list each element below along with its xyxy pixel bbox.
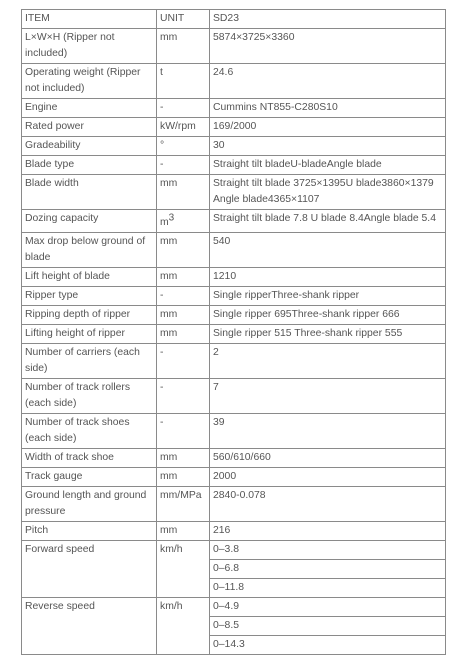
forward-speed-value: 0–6.8 [210,560,446,579]
reverse-speed-value: 0–8.5 [210,617,446,636]
row-unit: - [157,156,210,175]
table-row [22,118,446,137]
table-row [22,210,446,233]
table-row [22,287,446,306]
row-unit: - [157,99,210,118]
row-value: Straight tilt blade 7.8 U blade 8.4Angle blade 5.4 [210,210,446,233]
forward-speed-item: Forward speed [22,541,157,598]
table-row [22,379,446,414]
row-item: Rated power [22,118,157,137]
reverse-speed-value: 0–4.9 [210,598,446,617]
row-unit: - [157,344,210,379]
row-value: 2000 [210,468,446,487]
row-unit: mm [157,29,210,64]
table-row [22,156,446,175]
specifications-table [21,9,452,655]
table-row [22,449,446,468]
row-unit: - [157,414,210,449]
row-value: 24.6 [210,64,446,99]
row-value: 1210 [210,268,446,287]
table-row [22,306,446,325]
table-row [22,233,446,268]
table-row [22,414,446,449]
row-value: 540 [210,233,446,268]
row-value: 39 [210,414,446,449]
table-row [22,175,446,210]
row-item: Blade type [22,156,157,175]
row-value: 2 [210,344,446,379]
table-row [22,64,446,99]
table-row [22,487,446,522]
row-item: L×W×H (Ripper not included) [22,29,157,64]
row-item: Track gauge [22,468,157,487]
row-unit: - [157,287,210,306]
row-unit-dozing [157,210,210,233]
row-unit: - [157,379,210,414]
table-row [22,137,446,156]
row-unit: mm [157,522,210,541]
row-value: Straight tilt blade 3725×1395U blade3860×1379 Angle blade4365×1107 [210,175,446,210]
row-value: Straight tilt bladeU-bladeAngle blade [210,156,446,175]
header-model: SD23 [210,10,446,29]
row-unit: mm [157,449,210,468]
row-item: Lift height of blade [22,268,157,287]
row-item: Ripping depth of ripper [22,306,157,325]
row-item: Number of carriers (each side) [22,344,157,379]
row-item: Dozing capacity [22,210,157,233]
row-value: 7 [210,379,446,414]
row-item: Ripper type [22,287,157,306]
row-item: Number of track rollers (each side) [22,379,157,414]
reverse-speed-value: 0–14.3 [210,636,446,655]
row-item: Lifting height of ripper [22,325,157,344]
row-item: Number of track shoes (each side) [22,414,157,449]
header-unit: UNIT [157,10,210,29]
row-value: 169/2000 [210,118,446,137]
table-header-row [22,10,446,29]
row-value: 5874×3725×3360 [210,29,446,64]
row-unit: mm [157,268,210,287]
table-row [22,29,446,64]
row-unit: mm [157,325,210,344]
row-value: 2840-0.078 [210,487,446,522]
row-value: 216 [210,522,446,541]
row-value: Cummins NT855-C280S10 [210,99,446,118]
reverse-speed-unit: km/h [157,598,210,655]
reverse-speed-item: Reverse speed [22,598,157,655]
forward-speed-value: 0–11.8 [210,579,446,598]
row-unit: mm [157,306,210,325]
table-row [22,344,446,379]
table-row [22,468,446,487]
unit-text: $m^3$ [160,213,175,229]
row-unit: ° [157,137,210,156]
row-unit: mm [157,468,210,487]
row-unit: t [157,64,210,99]
header-item: ITEM [22,10,157,29]
unit-exponent: 3 [168,213,175,224]
row-item: Blade width [22,175,157,210]
row-unit: mm [157,175,210,210]
row-item: Ground length and ground pressure [22,487,157,522]
table-row [22,522,446,541]
row-item: Engine [22,99,157,118]
table-row-forward-speed [22,541,446,560]
row-value: Single ripper 695Three-shank ripper 666 [210,306,446,325]
row-item: Max drop below ground of blade [22,233,157,268]
table-row [22,268,446,287]
row-item: Gradeability [22,137,157,156]
forward-speed-value: 0–3.8 [210,541,446,560]
table-row-reverse-speed [22,598,446,617]
table-row [22,99,446,118]
row-value: 30 [210,137,446,156]
row-unit: mm [157,233,210,268]
row-value: Single ripper 515 Three-shank ripper 555 [210,325,446,344]
row-unit: mm/MPa [157,487,210,522]
row-item: Operating weight (Ripper not included) [22,64,157,99]
row-item: Width of track shoe [22,449,157,468]
row-value: 560/610/660 [210,449,446,468]
forward-speed-unit: km/h [157,541,210,598]
row-item: Pitch [22,522,157,541]
row-value: Single ripperThree-shank ripper [210,287,446,306]
table-row [22,325,446,344]
row-unit: kW/rpm [157,118,210,137]
